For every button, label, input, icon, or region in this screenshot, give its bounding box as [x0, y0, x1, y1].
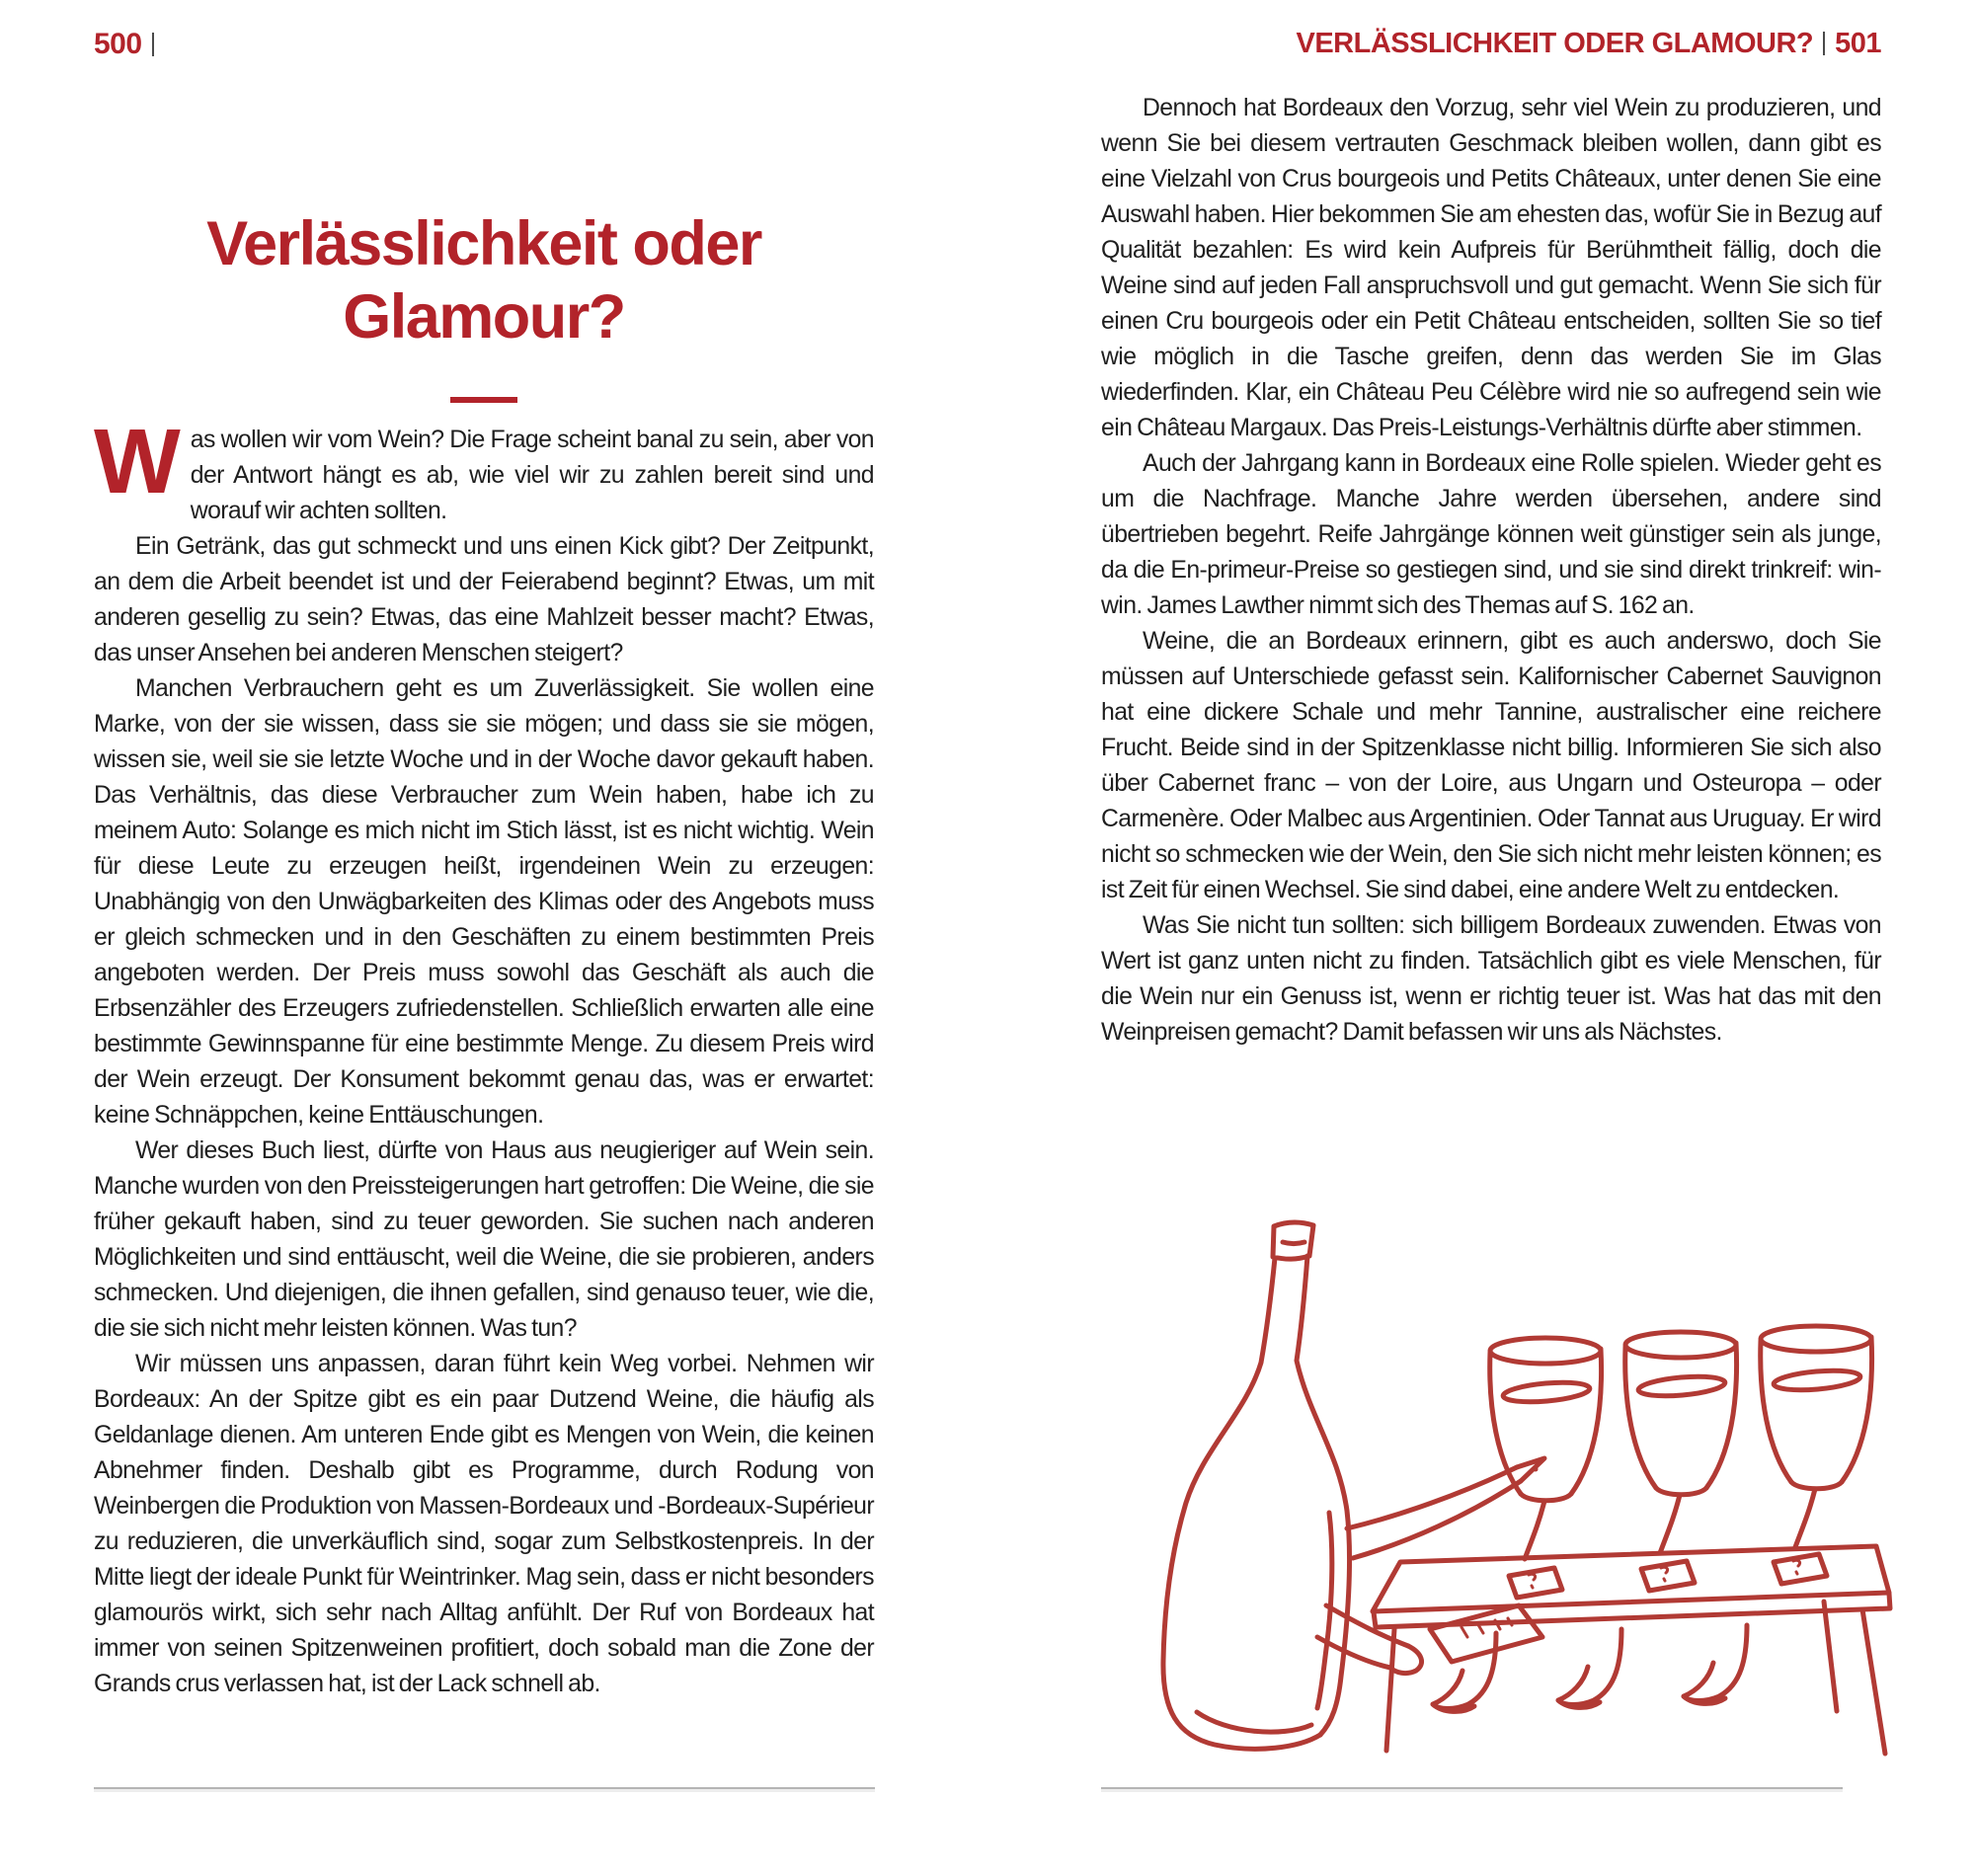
paragraph: Manchen Verbrauchern geht es um Zuverlässigkeit. Sie wollen eine Marke, von der sie wissen, dass sie sie mögen; und dass sie sie mögen, wissen sie, weil sie sie letzte Woche und in der Woche davor gekauft haben. Das Verhältnis, das diese Verbraucher zum Wein haben, habe ich zu meinem Auto: Solange es mich nicht im Stich lässt, ist es nicht wichtig. Wein für diese Leute zu erzeugen heißt, irgendeinen Wein zu erzeugen: Unabhängig von den Unwägbarkeiten des Klimas oder des Angebots muss er gleich schmecken und in den Geschäften zu einem bestimmten Preis angeboten werden. Der Preis muss sowohl das Geschäft als auch die Erbsenzähler des Erzeugers zufriedenstellen. Schließlich erwarten alle eine bestimmte Gewinnspanne für eine bestimmte Menge. Zu diesem Preis wird der Wein erzeugt. Der Konsument bekommt genau das, was er erwartet: keine Schnäppchen, keine Enttäuschungen.: [94, 675, 874, 1129]
left-page-number: [94, 28, 164, 61]
drop-cap: W: [94, 410, 181, 512]
folio-divider: [1823, 32, 1825, 55]
left-footer-rule: [94, 1787, 875, 1790]
running-head: [1296, 28, 1881, 60]
pointing-arm-icon: [1347, 1458, 1544, 1558]
paragraph: Ein Getränk, das gut schmeckt und uns einen Kick gibt? Der Zeitpunkt, an dem die Arbeit beendet ist und der Feierabend beginnt? Etwas, um mit anderen gesellig zu sein? Etwas, das eine Mahlzeit besser macht? Etwas, das unser Ansehen bei anderen Menschen steigert?: [94, 533, 874, 666]
wine-glass-icon: [1558, 1332, 1737, 1707]
chapter-title-line1: Verlässlichkeit oder: [206, 209, 761, 279]
paragraph: Weine, die an Bordeaux erinnern, gibt es auch anderswo, doch Sie müssen auf Unterschiede gefasst sein. Kalifornischer Cabernet Sauvignon hat eine dickere Schale und mehr Tannine, australischer eine reichere Frucht. Beide sind in der Spitzenklasse nicht billig. Informieren Sie sich also über Cabernet franc – von der Loire, aus Ungarn und Osteuropa – oder Carmenère. Oder Malbec aus Argentinien. Oder Tannat aus Uruguay. Er wird nicht so schmecken wie der Wein, den Sie sich nicht mehr leisten können; es ist Zeit für einen Wechsel. Sie sind dabei, eine andere Welt zu entdecken.: [1101, 628, 1881, 903]
chapter-title: [94, 207, 874, 353]
wine-bottle-icon: [1163, 1222, 1350, 1749]
paragraph: Wer dieses Buch liest, dürfte von Haus aus neugieriger auf Wein sein. Manche wurden von den Preissteigerungen hart getroffen: Die Weine, die sie früher gekauft haben, sind zu teuer geworden. Sie suchen nach anderen Möglichkeiten und sind enttäuscht, weil die Weine, die sie probieren, anders schmecken. Und diejenigen, die ihnen gefallen, sind genauso teuer, wie die, die sie sich nicht mehr leisten können. Was tun?: [94, 1137, 874, 1342]
wine-glass-icon: [1433, 1338, 1602, 1711]
paragraph: Auch der Jahrgang kann in Bordeaux eine Rolle spielen. Wieder geht es um die Nachfrage. Manche Jahre werden übersehen, andere sind übertrieben begehrt. Reife Jahrgänge können weit günstiger sein als junge, da die En-primeur-Preise so gestiegen sind, und sie sind direkt trinkreif: win-win. James Lawther nimmt sich des Themas auf S. 162 an.: [1101, 450, 1881, 619]
hand-with-card-icon: [1317, 1605, 1542, 1674]
right-page-number-value: 501: [1835, 28, 1881, 59]
left-page-number-value: 500: [94, 28, 142, 60]
wine-glass-icon: [1684, 1326, 1872, 1703]
paragraph: Dennoch hat Bordeaux den Vorzug, sehr viel Wein zu produzieren, und wenn Sie bei diesem vertrauten Geschmack bleiben wollen, dann gibt es eine Vielzahl von Crus bourgeois und Petits Châteaux, unter denen Sie eine Auswahl haben. Hier bekommen Sie am ehesten das, wofür Sie in Bezug auf Qualität bezahlen: Es wird kein Aufpreis für Berühmtheit fällig, doch die Weine sind auf jeden Fall anspruchsvoll und gut gemacht. Wenn Sie sich für einen Cru bourgeois oder ein Petit Château entscheiden, sollten Sie so tief wie möglich in die Tasche greifen, denn das werden Sie im Glas wiederfinden. Klar, ein Château Peu Célèbre wird nie so aufregend sein wie ein Château Margaux. Das Preis-Leistungs-Verhältnis dürfte aber stimmen.: [1101, 95, 1881, 441]
title-divider: [450, 397, 517, 403]
wine-tasting-illustration: [1136, 1214, 1926, 1787]
paragraph: Wir müssen uns anpassen, daran führt kein Weg vorbei. Nehmen wir Bordeaux: An der Spitze gibt es ein paar Dutzend Weine, die häufig als Geldanlage dienen. Am unteren Ende gibt es Mengen von Wein, die keinen Abnehmer finden. Deshalb gibt es Programme, durch Rodung von Weinbergen die Produktion von Massen-Bordeaux und -Bordeaux-Supérieur zu reduzieren, die unverkäuflich sind, sogar zum Selbstkostenpreis. In der Mitte liegt der ideale Punkt für Weintrinker. Mag sein, dass er nicht besonders glamourös wirkt, sich sehr nach Alltag anfühlt. Der Ruf von Bordeaux hat immer von seinen Spitzenweinen profitiert, doch sobald man die Zone der Grands crus verlassen hat, ist der Lack schnell ab.: [94, 1351, 874, 1697]
chapter-title-line2: Glamour?: [343, 282, 625, 352]
paragraph: [94, 410, 874, 529]
running-head-title: VERLÄSSLICHKEIT ODER GLAMOUR?: [1296, 28, 1814, 59]
paragraph: Was Sie nicht tun sollten: sich billigem Bordeaux zuwenden. Etwas von Wert ist ganz unten nicht zu finden. Tatsächlich gibt es viele Menschen, für die Wein nur ein Genuss ist, wenn er richtig teuer ist. Was hat das mit den Weinpreisen gemacht? Damit befassen wir uns als Nächstes.: [1101, 912, 1881, 1046]
folio-divider: [152, 33, 154, 56]
right-column: [1101, 91, 1881, 1051]
left-column: [94, 410, 874, 1702]
paragraph-text: as wollen wir vom Wein? Die Frage scheint banal zu sein, aber von der Antwort hängt es ab, wie viel wir zu zahlen bereit sind und worauf wir achten sollten.: [190, 427, 874, 524]
price-card-icon: [1509, 1554, 1827, 1598]
right-footer-rule: [1101, 1787, 1843, 1790]
